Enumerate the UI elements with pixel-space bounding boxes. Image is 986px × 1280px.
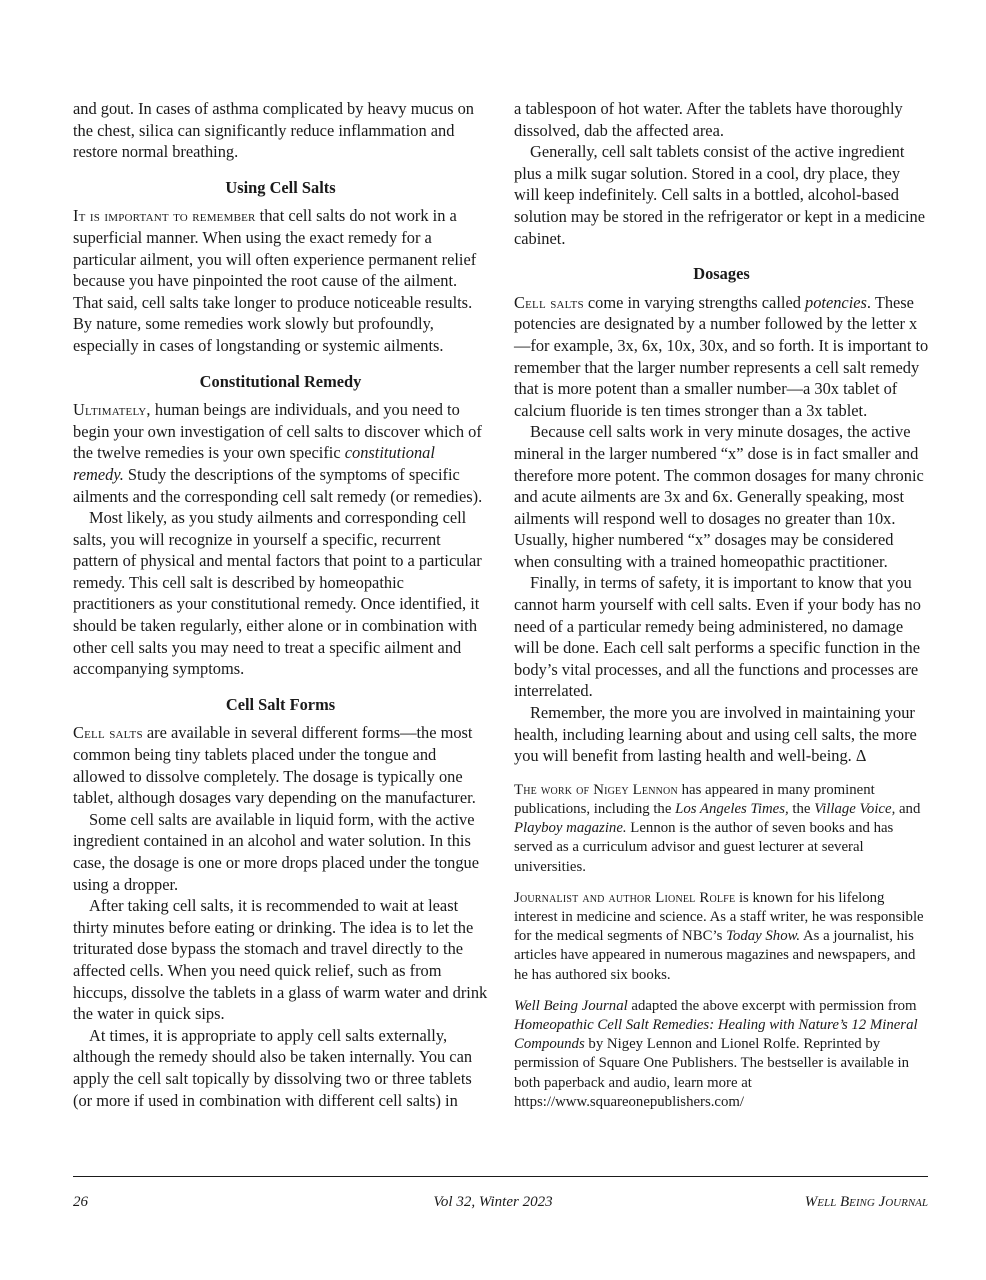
bio-lead-lennon: The work of Nigey Lennon bbox=[514, 781, 678, 798]
bio-rolfe-text-b: As a journalist, his articles have appeared in numerous magazines and newspapers, and he has authored six books. bbox=[514, 928, 916, 983]
lead-in-using: It is important to remember bbox=[73, 206, 256, 226]
heading-dosages: Dosages bbox=[693, 264, 750, 284]
permission-text-a: adapted the above excerpt with permission from bbox=[627, 997, 917, 1014]
paragraph-because: Because cell salts work in very minute dosages, the active mineral in the larger numbered “x” dose is in fact smaller and therefore more potent. The common dosages for many chronic and acute ailments are 3x and 6x. Generally speaking, most ailments will respond well to dosages no greater than 10x. Usually, higher numbered “x” dosages may be considered when consulting with a trained homeopathic practitioner. bbox=[514, 422, 924, 571]
right-column bbox=[514, 98, 929, 1112]
emphasis-journal-name: Well Being Journal bbox=[514, 997, 628, 1014]
permission-note bbox=[514, 997, 929, 1112]
paragraph-liquid: Some cell salts are available in liquid form, with the active ingredient contained in an alcohol and water solution. In this case, the dosage is one or more drops placed under the tongue using a dropper. bbox=[73, 809, 479, 894]
bio-lennon-text-c: and bbox=[895, 801, 921, 818]
emphasis-playboy: Playboy magazine. bbox=[514, 820, 627, 837]
bio-lennon-text-d: Lennon is the author of seven books and has served as a curriculum advisor and guest lecturer at several universities. bbox=[514, 820, 894, 875]
emphasis-potencies: potencies bbox=[805, 292, 867, 312]
page-number: 26 bbox=[73, 1194, 88, 1210]
emphasis-book-title: Homeopathic Cell Salt Remedies: Healing with Nature’s 12 Mineral Compounds bbox=[514, 1017, 918, 1053]
permission-text-b: by Nigey Lennon and Lionel Rolfe. Reprinted by permission of Square One Publishers. The bestseller is available in both paperback and audio, learn more at https://www.squareonepublishers.com/ bbox=[514, 1036, 910, 1110]
heading-constitutional-remedy: Constitutional Remedy bbox=[199, 371, 362, 391]
bio-rolfe-text-a: is known for his lifelong interest in medicine and science. As a staff writer, he was responsible for the medical segments of NBC’s bbox=[514, 889, 924, 945]
lead-in-cell-salts: Cell salts bbox=[73, 723, 143, 743]
emphasis-la-times: Los Angeles Times, bbox=[675, 801, 789, 818]
left-column bbox=[73, 98, 488, 1111]
paragraph-remember: Remember, the more you are involved in maintaining your health, including learning about and using cell salts, the more you will benefit from lasting health and well-being. Δ bbox=[514, 703, 917, 766]
paragraph-forms-text: are available in several different forms—the most common being tiny tablets placed under the tongue and allowed to dissolve completely. The dosage is typically one tablet, although dosages vary depending on the manufacturer. bbox=[73, 723, 476, 808]
lead-in-dosages: Cell salts bbox=[514, 292, 584, 312]
bio-lead-rolfe: Journalist and author Lionel Rolfe bbox=[514, 889, 736, 906]
paragraph-constitutional bbox=[73, 399, 488, 507]
paragraph-most-likely: Most likely, as you study ailments and corresponding cell salts, you will recognize in yourself a specific, recurrent pattern of physical and mental factors that point to a particular remedy. This cell salt is described by homeopathic practitioners as your constitutional remedy. Once identified, it should be taken regularly, either alone or in combination with other cell salts you may need to treat a specific ailment and accompanying symptoms. bbox=[73, 508, 482, 679]
emphasis-today-show: Today Show. bbox=[726, 928, 801, 945]
heading-cell-salt-forms: Cell Salt Forms bbox=[225, 694, 336, 714]
journal-title: Well Being Journal bbox=[804, 1194, 928, 1210]
heading-using-cell-salts: Using Cell Salts bbox=[225, 177, 336, 197]
paragraph-after: After taking cell salts, it is recommended to wait at least thirty minutes before eating or drinking. The idea is to let the triturated dose bypass the stomach and travel directly to the affected cells. When you need quick relief, such as from hiccups, dissolve the tablets in a glass of warm water and drink the water in quick sips. bbox=[73, 896, 488, 1024]
issue-label: Vol 32, Winter 2023 bbox=[433, 1194, 553, 1210]
author-bio-lennon bbox=[514, 781, 929, 877]
paragraph-at-times: At times, it is appropriate to apply cell salts externally, although the remedy should also be taken internally. You can apply the cell salt topically by dissolving two or three tablets (or more if used in combination with different cell salts) in bbox=[73, 1025, 473, 1110]
emphasis-village-voice: Village Voice, bbox=[814, 801, 896, 818]
paragraph-constitutional-text-b: Study the descriptions of the symptoms of specific ailments and the corresponding cell salt remedy (or remedies). bbox=[73, 464, 483, 506]
paragraph-generally: Generally, cell salt tablets consist of the active ingredient plus a milk sugar solution. Stored in a cool, dry place, they will keep indefinitely. Cell salts in a bottled, alcohol-based solution may be stored in the refrigerator or kept in a medicine cabinet. bbox=[514, 142, 925, 248]
paragraph-dosages bbox=[514, 292, 929, 422]
paragraph-dosages-text-a: come in varying strengths called bbox=[583, 292, 806, 312]
bio-lennon-text-a: has appeared in many prominent publications, including the bbox=[514, 781, 875, 818]
lead-in-ultimately: Ultimately, bbox=[73, 400, 151, 420]
paragraph-forms bbox=[73, 722, 488, 808]
paragraph-intro: and gout. In cases of asthma complicated by heavy mucus on the chest, silica can significantly reduce inflammation and restore normal breathing. bbox=[73, 99, 475, 162]
author-bio-rolfe bbox=[514, 889, 929, 985]
paragraph-continued: a tablespoon of hot water. After the tablets have thoroughly dissolved, dab the affected area. bbox=[514, 99, 903, 140]
paragraph-dosages-text-b: . These potencies are designated by a number followed by the letter x—for example, 3x, 6x, 10x, 30x, and so forth. It is important to remember that the larger number represents a cell salt remedy that is more potent than a smaller number—a 30x tablet of calcium fluoride is ten times stronger than a 3x tablet. bbox=[514, 292, 929, 420]
bio-lennon-text-b: the bbox=[788, 801, 815, 818]
paragraph-finally: Finally, in terms of safety, it is important to know that you cannot harm yourself with cell salts. Even if your body has no need of a particular remedy being administered, no damage will be done. Each cell salt performs a specific function in the body’s vital processes, and all the functions and processes are interrelated. bbox=[514, 573, 921, 701]
emphasis-constitutional-remedy: constitutional remedy. bbox=[73, 443, 435, 484]
paragraph-constitutional-text-a: human beings are individuals, and you need to begin your own investigation of cell salts to discover which of the twelve remedies is your own specific bbox=[73, 400, 482, 463]
paragraph-using bbox=[73, 205, 488, 356]
paragraph-using-text: that cell salts do not work in a superficial manner. When using the exact remedy for a particular ailment, you will often experience permanent relief because you have pinpointed the root cause of the ailment. That said, cell salts take longer to produce noticeable results. By nature, some remedies work slowly but profoundly, especially in cases of longstanding or systemic ailments. bbox=[73, 206, 477, 355]
footer-rule bbox=[73, 1176, 928, 1177]
